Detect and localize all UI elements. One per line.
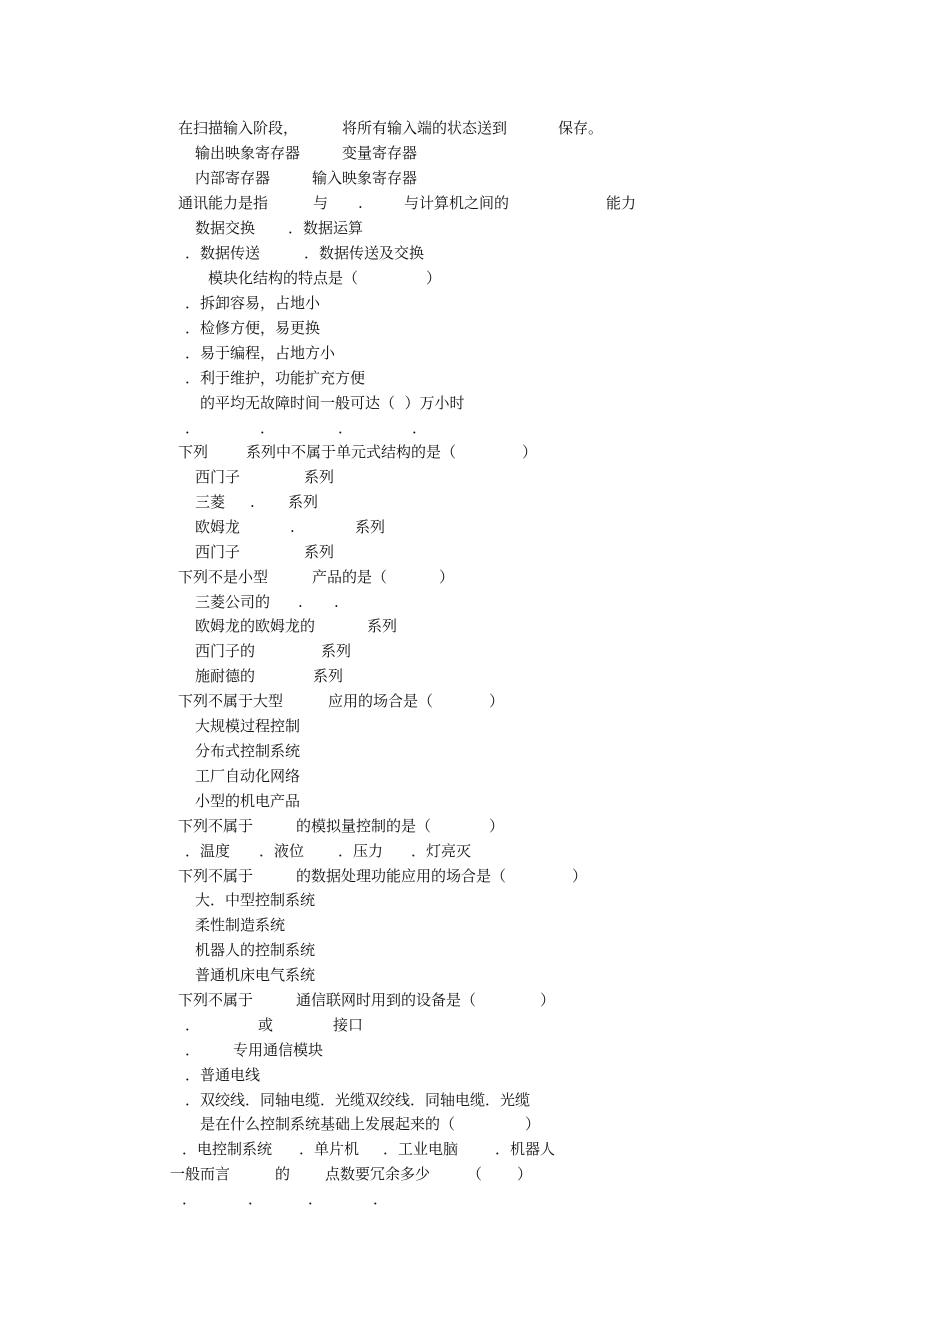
text-segment: 通讯能力是指	[178, 194, 269, 212]
text-segment: 系列	[321, 642, 352, 660]
text-line	[0, 814, 950, 838]
text-segment: ）	[517, 1165, 533, 1183]
text-segment: ．检修方便，易更换	[185, 319, 321, 337]
text-segment: .	[334, 593, 339, 611]
text-segment: 系列	[355, 518, 386, 536]
text-segment: 三菱	[195, 493, 226, 511]
text-segment: 施耐德的	[195, 667, 256, 685]
text-segment: 西门子的	[195, 642, 256, 660]
text-line	[0, 714, 950, 738]
text-segment: ）	[426, 269, 442, 287]
text-segment: 欧姆龙的欧姆龙的	[195, 617, 316, 635]
text-segment: 数据交换	[195, 219, 256, 237]
text-segment: 在扫描输入阶段，	[178, 119, 299, 137]
text-segment: 通信联网时用到的设备是（	[296, 991, 477, 1009]
text-segment: 下列不属于大型	[178, 692, 284, 710]
text-line	[0, 1088, 950, 1112]
text-segment: 西门子	[195, 543, 241, 561]
text-segment: 柔性制造系统	[195, 916, 286, 934]
text-segment: ．机器人	[495, 1140, 556, 1158]
text-segment: （	[467, 1165, 483, 1183]
text-segment: 输入映象寄存器	[312, 169, 418, 187]
text-line	[0, 1162, 950, 1186]
text-segment: 大．中型控制系统	[195, 891, 316, 909]
text-line	[0, 191, 950, 215]
text-segment: 与计算机之间的	[404, 194, 510, 212]
text-line	[0, 490, 950, 514]
text-segment: 下列不属于	[178, 867, 254, 885]
text-line	[0, 166, 950, 190]
text-segment: 点数要冗余多少	[325, 1165, 431, 1183]
text-line	[0, 764, 950, 788]
text-line	[0, 540, 950, 564]
text-segment: ）	[489, 817, 505, 835]
text-line	[0, 465, 950, 489]
text-segment: .	[358, 194, 363, 212]
text-segment: ．数据传送	[185, 244, 261, 262]
text-line	[0, 266, 950, 290]
text-segment: 模块化结构的特点是（	[208, 269, 359, 287]
text-line	[0, 141, 950, 165]
text-segment: ．数据传送及交换	[304, 244, 425, 262]
text-segment: ．	[182, 1190, 198, 1208]
text-segment: 能力	[606, 194, 637, 212]
text-segment: 内部寄存器	[195, 169, 271, 187]
text-segment: .	[290, 518, 295, 536]
text-segment: ．双绞线．同轴电缆．光缆双绞线．同轴电缆．光缆	[185, 1091, 531, 1109]
text-segment: .	[250, 493, 255, 511]
text-segment: ．单片机	[299, 1140, 360, 1158]
text-line	[0, 515, 950, 539]
text-segment: ．普通电线	[185, 1066, 261, 1084]
text-segment: ．温度	[185, 842, 231, 860]
text-segment: 与	[313, 194, 329, 212]
text-segment: ．液位	[259, 842, 305, 860]
text-segment: 大规模过程控制	[195, 717, 301, 735]
text-line	[0, 341, 950, 365]
text-segment: ．	[412, 419, 428, 437]
text-segment: 系列	[313, 667, 344, 685]
text-line	[0, 938, 950, 962]
text-segment: 下列	[178, 443, 209, 461]
text-segment: ．	[373, 1190, 389, 1208]
text-line	[0, 1112, 950, 1136]
text-segment: 的平均无故障时间一般可达（ ）万小时	[200, 394, 465, 412]
text-segment: 变量寄存器	[342, 144, 418, 162]
text-line	[0, 440, 950, 464]
text-segment: 下列不属于	[178, 991, 254, 1009]
text-segment: 系列	[304, 543, 335, 561]
text-segment: 下列不是小型	[178, 568, 269, 586]
text-line	[0, 366, 950, 390]
text-segment: ）	[540, 991, 556, 1009]
text-segment: 接口	[333, 1016, 364, 1034]
text-line	[0, 291, 950, 315]
text-segment: 或	[258, 1016, 274, 1034]
text-segment: ）	[525, 1115, 541, 1133]
text-segment: 是在什么控制系统基础上发展起来的（	[200, 1115, 456, 1133]
text-segment: 保存。	[558, 119, 604, 137]
text-segment: ．工业电脑	[383, 1140, 459, 1158]
text-line	[0, 888, 950, 912]
text-segment: 欧姆龙	[195, 518, 241, 536]
text-segment: 的模拟量控制的是（	[296, 817, 432, 835]
text-segment: 系列	[288, 493, 319, 511]
text-segment: ．	[308, 1190, 324, 1208]
text-segment: ．	[260, 419, 276, 437]
text-line	[0, 839, 950, 863]
text-segment: ）	[439, 568, 455, 586]
text-line	[0, 689, 950, 713]
text-line	[0, 913, 950, 937]
text-line	[0, 241, 950, 265]
text-segment: 一般而言	[170, 1165, 231, 1183]
text-segment: 将所有输入端的状态送到	[342, 119, 508, 137]
text-line	[0, 664, 950, 688]
text-line	[0, 590, 950, 614]
text-segment: 输出映象寄存器	[195, 144, 301, 162]
text-line	[0, 116, 950, 140]
text-line	[0, 316, 950, 340]
text-segment: 普通机床电气系统	[195, 966, 316, 984]
text-segment: 机器人的控制系统	[195, 941, 316, 959]
text-segment: ．易于编程，占地方小	[185, 344, 336, 362]
text-segment: ．	[185, 1016, 201, 1034]
text-line	[0, 963, 950, 987]
text-segment: 分布式控制系统	[195, 742, 301, 760]
text-segment: 西门子	[195, 468, 241, 486]
text-segment: ）	[572, 867, 588, 885]
text-line	[0, 1187, 950, 1211]
text-segment: ）	[489, 692, 505, 710]
text-line	[0, 1063, 950, 1087]
text-segment: ．数据运算	[288, 219, 364, 237]
text-line	[0, 988, 950, 1012]
text-segment: 小型的机电产品	[195, 792, 301, 810]
text-line	[0, 864, 950, 888]
text-line	[0, 565, 950, 589]
text-segment: ．灯亮灭	[411, 842, 472, 860]
text-segment: 的	[275, 1165, 291, 1183]
text-segment: 产品的是（	[312, 568, 388, 586]
text-line	[0, 614, 950, 638]
text-segment: 三菱公司的	[195, 593, 271, 611]
text-segment: ．压力	[338, 842, 384, 860]
text-segment: ．	[338, 419, 354, 437]
text-segment: ．拆卸容易，占地小	[185, 294, 321, 312]
text-line	[0, 789, 950, 813]
text-line	[0, 416, 950, 440]
text-line	[0, 1013, 950, 1037]
text-line	[0, 1137, 950, 1161]
text-segment: 系列中不属于单元式结构的是（	[246, 443, 457, 461]
text-segment: 系列	[304, 468, 335, 486]
text-segment: ．	[248, 1190, 264, 1208]
text-segment: ．利于维护，功能扩充方便	[185, 369, 366, 387]
text-line	[0, 639, 950, 663]
text-segment: 专用通信模块	[233, 1041, 324, 1059]
text-line	[0, 391, 950, 415]
text-segment: 下列不属于	[178, 817, 254, 835]
text-line	[0, 739, 950, 763]
text-segment: .	[298, 593, 303, 611]
text-segment: 的数据处理功能应用的场合是（	[296, 867, 507, 885]
text-segment: 工厂自动化网络	[195, 767, 301, 785]
text-line	[0, 1038, 950, 1062]
text-line	[0, 216, 950, 240]
text-segment: ．电控制系统	[182, 1140, 273, 1158]
text-segment: ．	[185, 419, 201, 437]
text-segment: 应用的场合是（	[328, 692, 434, 710]
text-segment: ．	[185, 1041, 201, 1059]
text-segment: ）	[522, 443, 538, 461]
text-segment: 系列	[367, 617, 398, 635]
